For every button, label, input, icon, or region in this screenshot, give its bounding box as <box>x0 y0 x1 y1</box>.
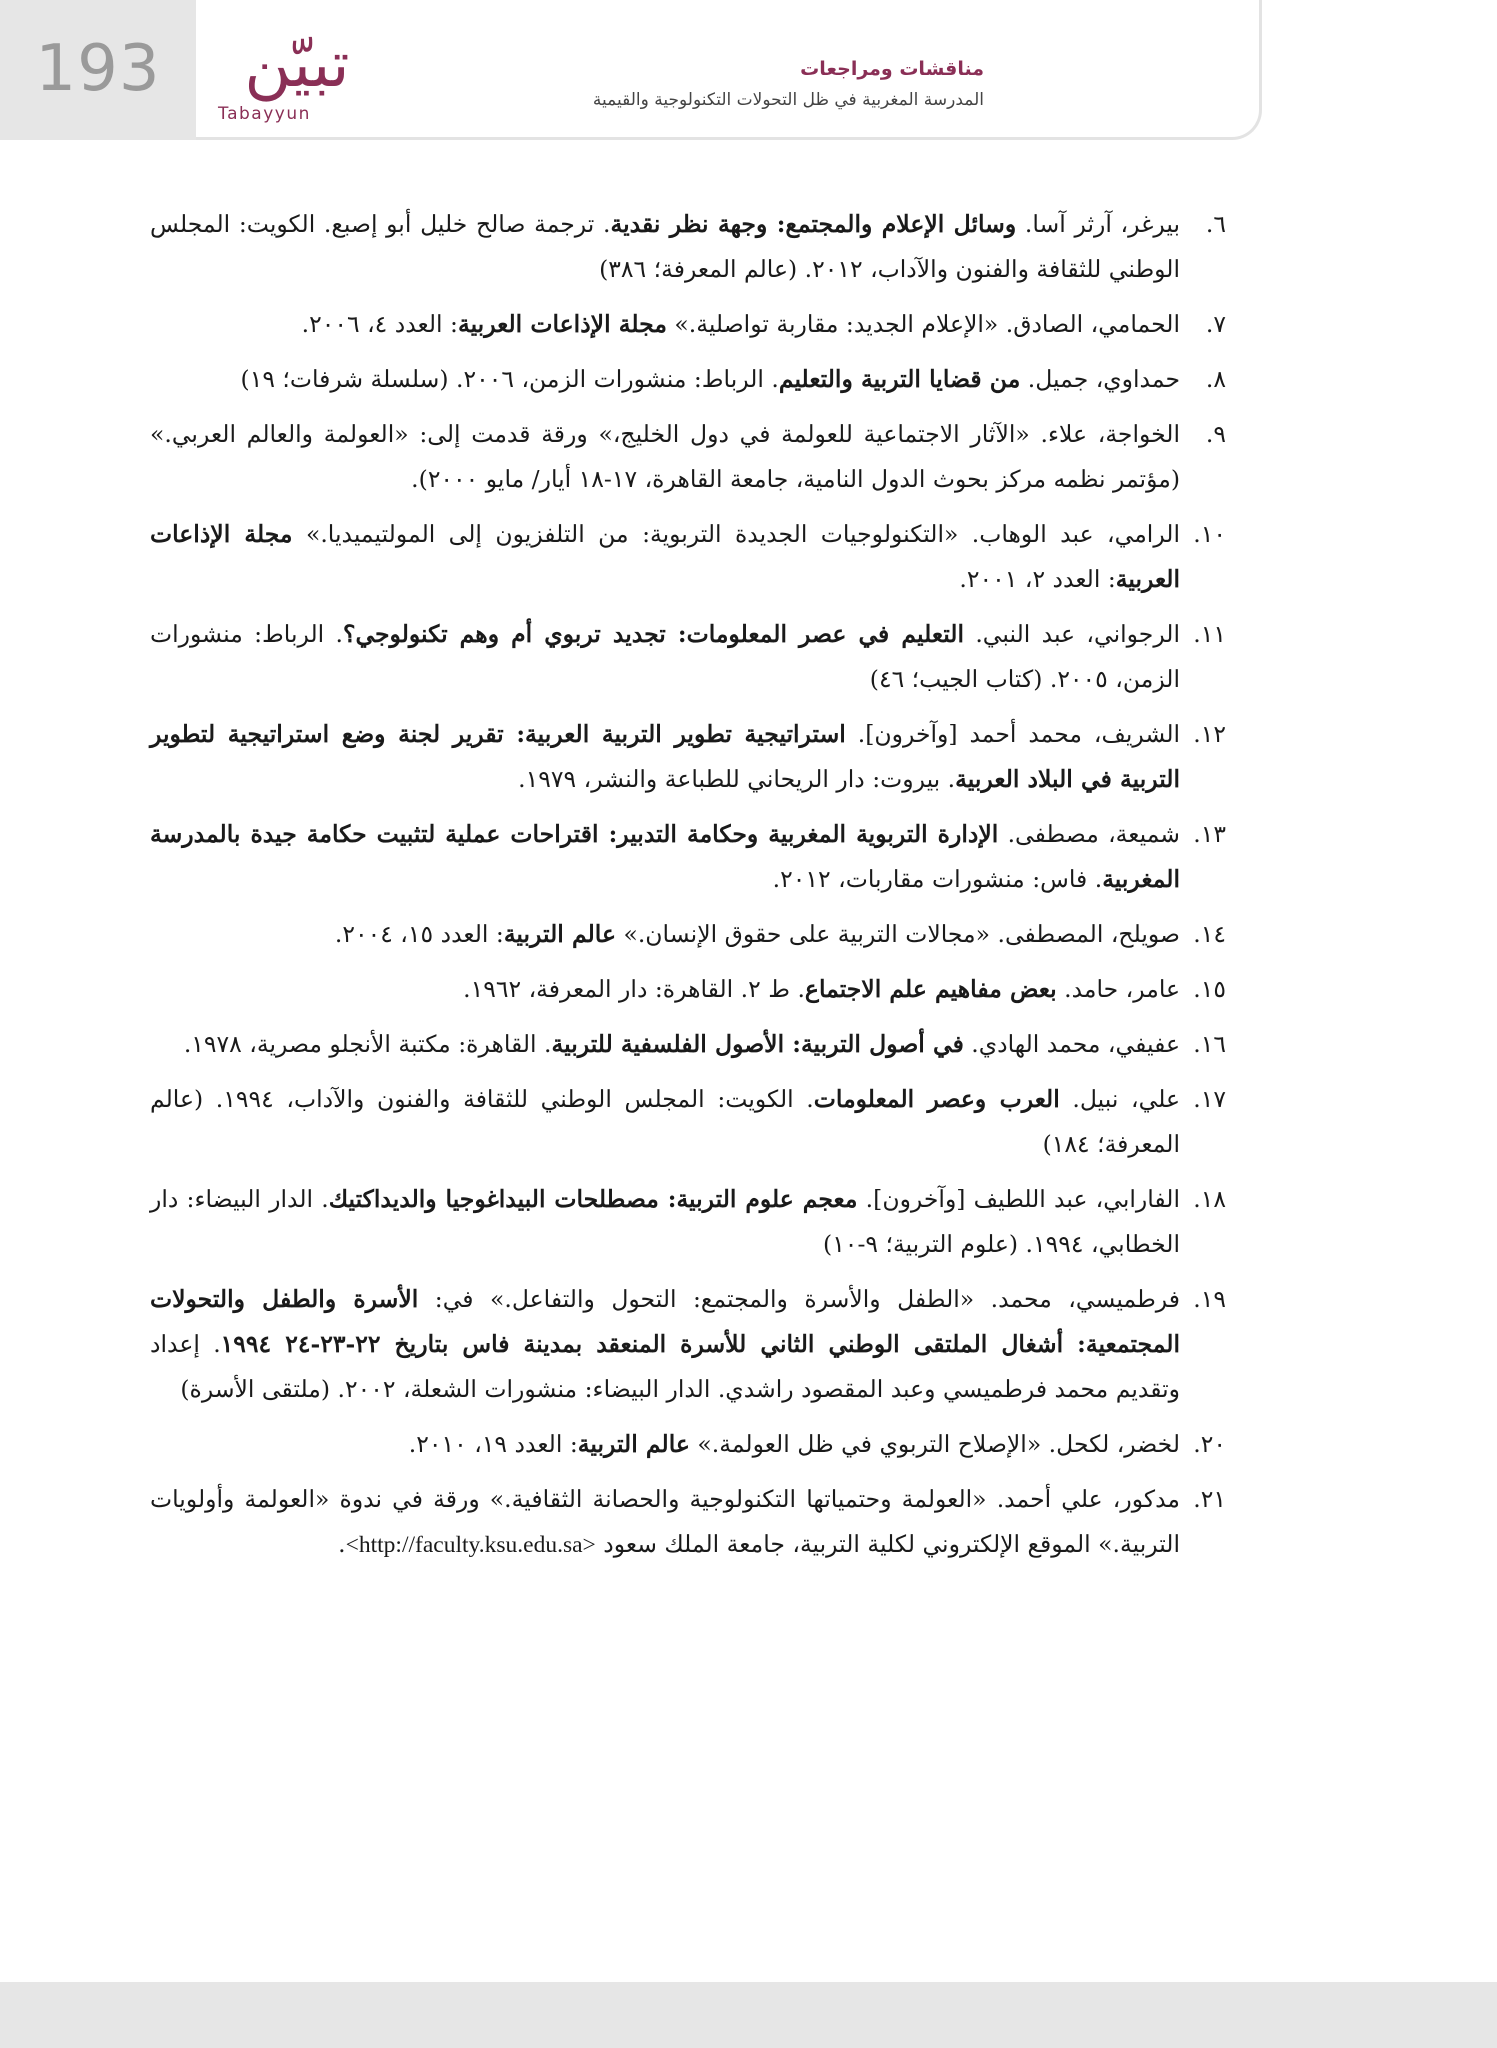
reference-item <box>150 202 1226 292</box>
reference-text: الرجواني، عبد النبي. <box>963 620 1180 648</box>
logo-english-text: Tabayyun <box>218 104 311 124</box>
reference-text: الحمامي، الصادق. «الإعلام الجديد: مقاربة تواصلية.» <box>666 310 1180 338</box>
reference-bold-title: العرب وعصر المعلومات <box>813 1085 1060 1113</box>
reference-text: حمداوي، جميل. <box>1020 365 1180 393</box>
reference-number: ٩. <box>1205 420 1226 448</box>
reference-item <box>150 612 1226 702</box>
reference-text: فرطميسي، محمد. «الطفل والأسرة والمجتمع: التحول والتفاعل.» في: <box>418 1285 1180 1313</box>
reference-url: <http://faculty.ksu.edu.sa> <box>345 1532 596 1558</box>
reference-bold-title: عالم التربية <box>503 920 616 948</box>
reference-bold-title: بعض مفاهيم علم الاجتماع <box>804 975 1057 1003</box>
reference-item <box>150 357 1226 402</box>
reference-bold-title: مجلة الإذاعات العربية <box>457 310 667 338</box>
reference-end: . <box>338 1530 346 1558</box>
reference-text: الشريف، محمد أحمد [وآخرون]. <box>845 720 1181 748</box>
reference-item <box>150 967 1226 1012</box>
section-title: مناقشات ومراجعات <box>800 58 984 80</box>
reference-item <box>150 512 1226 602</box>
page-number: 193 <box>35 32 161 106</box>
reference-number: ١٣. <box>1193 820 1226 848</box>
reference-number: ٧. <box>1205 310 1226 338</box>
reference-text-continued: . ترجمة صالح خليل أبو إصبع. الكويت: المجلس الوطني للثقافة والفنون والآداب، ٢٠١٢. (عالم المعرفة؛ ٣٨٦) <box>150 210 1180 283</box>
reference-text-continued: : العدد ٤، ٢٠٠٦. <box>301 310 458 338</box>
reference-text: شميعة، مصطفى. <box>998 820 1180 848</box>
reference-bold-title: الإدارة التربوية المغربية وحكامة التدبير: اقتراحات عملية لتثبيت حكامة جيدة بالمدرسة المغربية <box>150 820 1180 893</box>
reference-item <box>150 712 1226 802</box>
section-subtitle: المدرسة المغربية في ظل التحولات التكنولوجية والقيمية <box>592 90 984 110</box>
reference-item <box>150 1477 1226 1568</box>
reference-number: ٢٠. <box>1193 1430 1226 1458</box>
reference-item <box>150 912 1226 957</box>
reference-text: بيرغر، آرثر آسا. <box>1016 210 1180 238</box>
reference-number: ٨. <box>1205 365 1226 393</box>
reference-number: ٢١. <box>1193 1485 1226 1513</box>
reference-bold-title: استراتيجية تطوير التربية العربية: تقرير لجنة وضع استراتيجية لتطوير التربية في البلاد العربية <box>150 720 1180 793</box>
reference-bold-title: وسائل الإعلام والمجتمع: وجهة نظر نقدية <box>610 210 1017 238</box>
reference-bold-title: في أصول التربية: الأصول الفلسفية للتربية <box>551 1030 964 1058</box>
reference-list <box>150 202 1226 1578</box>
reference-bold-title: معجم علوم التربية: مصطلحات البيداغوجيا والديداكتيك <box>328 1185 858 1213</box>
reference-number: ٦. <box>1205 210 1226 238</box>
reference-text-continued: . فاس: منشورات مقاربات، ٢٠١٢. <box>772 865 1103 893</box>
reference-item <box>150 1077 1226 1167</box>
reference-bold-title: عالم التربية <box>577 1430 690 1458</box>
page-header <box>0 0 1262 140</box>
reference-text: عامر، حامد. <box>1056 975 1180 1003</box>
reference-text-continued: . الرباط: منشورات الزمن، ٢٠٠٥. (كتاب الجيب؛ ٤٦) <box>150 620 1180 693</box>
reference-bold-title: الأسرة والطفل والتحولات المجتمعية: أشغال الملتقى الوطني الثاني للأسرة المنعقد بمدينة فاس بتاريخ ٢٢-٢٣-٢٤ ١٩٩٤ <box>150 1285 1180 1358</box>
reference-text: علي، نبيل. <box>1059 1085 1181 1113</box>
reference-text-continued: . الدار البيضاء: دار الخطابي، ١٩٩٤. (علوم التربية؛ ٩-١٠) <box>150 1185 1180 1258</box>
reference-number: ١٠. <box>1193 520 1226 548</box>
reference-item <box>150 1422 1226 1467</box>
reference-number: ١٨. <box>1193 1185 1226 1213</box>
reference-item <box>150 1177 1226 1267</box>
reference-text-continued: . الرباط: منشورات الزمن، ٢٠٠٦. (سلسلة شرفات؛ ١٩) <box>240 365 779 393</box>
reference-item <box>150 412 1226 502</box>
reference-item <box>150 302 1226 347</box>
reference-item <box>150 1277 1226 1412</box>
reference-text: عفيفي، محمد الهادي. <box>963 1030 1180 1058</box>
reference-text-continued: : العدد ٢، ٢٠٠١. <box>959 565 1116 593</box>
reference-number: ١٢. <box>1193 720 1226 748</box>
reference-item <box>150 812 1226 902</box>
reference-text: مدكور، علي أحمد. «العولمة وحتمياتها التكنولوجية والحصانة الثقافية.» ورقة في ندوة «العولمة وأولويات التربية.» الموقع الإلكتروني لكلية التربية، جامعة الملك سعود <box>150 1485 1180 1558</box>
reference-number: ١٩. <box>1193 1285 1226 1313</box>
reference-bold-title: مجلة الإذاعات العربية <box>150 520 1180 593</box>
reference-text-continued: . ط ٢. القاهرة: دار المعرفة، ١٩٦٢. <box>463 975 805 1003</box>
logo-arabic-text: تبيّن <box>244 28 350 102</box>
reference-text-continued: . بيروت: دار الريحاني للطباعة والنشر، ١٩٧٩. <box>518 765 956 793</box>
reference-text-continued: . إعداد وتقديم محمد فرطميسي وعبد المقصود راشدي. الدار البيضاء: منشورات الشعلة، ٢٠٠٢. (ملتقى الأسرة) <box>150 1330 1180 1403</box>
reference-text-continued: : العدد ١٥، ٢٠٠٤. <box>334 920 504 948</box>
reference-text-continued: . الكويت: المجلس الوطني للثقافة والفنون والآداب، ١٩٩٤. (عالم المعرفة؛ ١٨٤) <box>150 1085 1180 1158</box>
reference-number: ١١. <box>1193 620 1226 648</box>
reference-number: ١٥. <box>1193 975 1226 1003</box>
reference-text: صويلح، المصطفى. «مجالات التربية على حقوق الإنسان.» <box>615 920 1180 948</box>
reference-text: الفارابي، عبد اللطيف [وآخرون]. <box>857 1185 1180 1213</box>
reference-bold-title: التعليم في عصر المعلومات: تجديد تربوي أم وهم تكنولوجي؟ <box>342 620 964 648</box>
reference-text: الرامي، عبد الوهاب. «التكنولوجيات الجديدة التربوية: من التلفزيون إلى المولتيميديا.» <box>292 520 1180 548</box>
reference-number: ١٤. <box>1193 920 1226 948</box>
journal-logo <box>212 28 392 126</box>
reference-text: لخضر، لكحل. «الإصلاح التربوي في ظل العولمة.» <box>689 1430 1180 1458</box>
reference-text: الخواجة، علاء. «الآثار الاجتماعية للعولمة في دول الخليج،» ورقة قدمت إلى: «العولمة والعالم العربي.» (مؤتمر نظمه مركز بحوث الدول النامية، جامعة القاهرة، ١٧-١٨ أيار/ مايو ٢٠٠٠). <box>150 420 1180 493</box>
page-number-box <box>0 0 196 140</box>
reference-number: ١٧. <box>1193 1085 1226 1113</box>
reference-text-continued: . القاهرة: مكتبة الأنجلو مصرية، ١٩٧٨. <box>183 1030 552 1058</box>
reference-number: ١٦. <box>1193 1030 1226 1058</box>
page-footer <box>0 1982 1497 2048</box>
reference-bold-title: من قضايا التربية والتعليم <box>778 365 1021 393</box>
reference-item <box>150 1022 1226 1067</box>
reference-text-continued: : العدد ١٩، ٢٠١٠. <box>408 1430 578 1458</box>
